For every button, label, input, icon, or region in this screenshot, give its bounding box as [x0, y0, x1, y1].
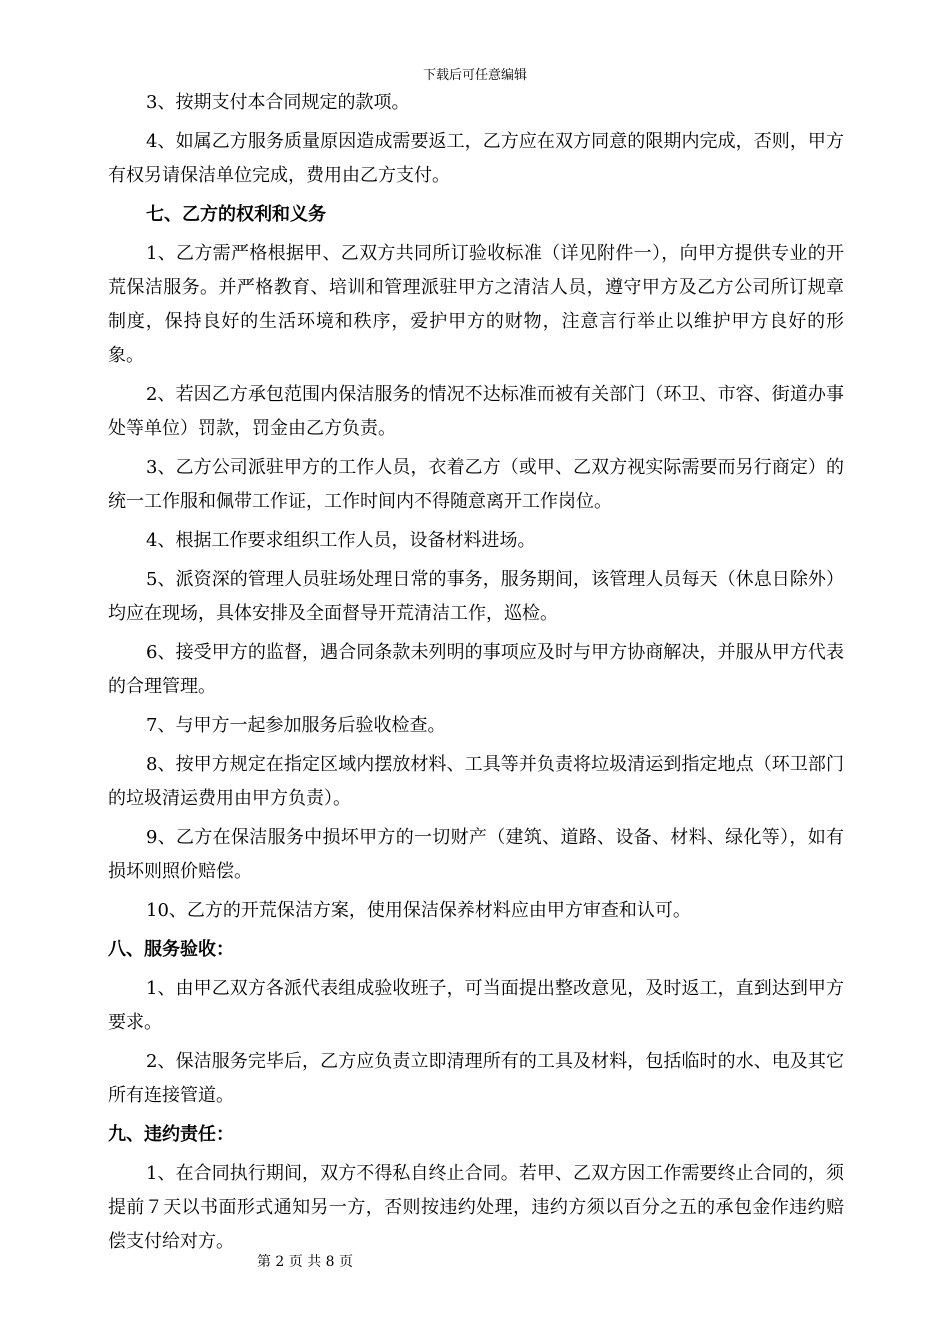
section-heading: 九、违约责任：	[108, 1124, 234, 1145]
clause-paragraph: 4、根据工作要求组织工作人员，设备材料进场。	[146, 530, 536, 551]
clause-paragraph: 5、派资深的管理人员驻场处理日常的事务，服务期间，该管理人员每天（休息日除外）均应在现场，具体安排及全面督导开荒清洁工作，巡检。	[108, 569, 844, 624]
clause-paragraph: 9、乙方在保洁服务中损坏甲方的一切财产（建筑、道路、设备、材料、绿化等），如有损坏则照价赔偿。	[108, 827, 844, 882]
clause-paragraph: 3、按期支付本合同规定的款项。	[146, 92, 410, 113]
clause-paragraph: 4、如属乙方服务质量原因造成需要返工，乙方应在双方同意的限期内完成，否则，甲方有权另请保洁单位完成，费用由乙方支付。	[108, 131, 844, 186]
clause-paragraph: 1、乙方需严格根据甲、乙双方共同所订验收标准（详见附件一），向甲方提供专业的开荒保洁服务。并严格教育、培训和管理派驻甲方之清洁人员，遵守甲方及乙方公司所订规章制度，保持良好的生活环境和秩序，爱护甲方的财物，注意言行举止以维护甲方良好的形象。	[108, 243, 844, 366]
document-body	[108, 86, 844, 1264]
section-heading: 八、服务验收：	[108, 939, 234, 960]
clause-paragraph: 1、在合同执行期间，双方不得私自终止合同。若甲、乙双方因工作需要终止合同的，须提前７天以书面形式通知另一方，否则按违约处理，违约方须以百分之五的承包金作违约赔偿支付给对方。	[108, 1163, 844, 1252]
section-heading: 七、乙方的权利和义务	[146, 204, 326, 225]
clause-paragraph: 2、保洁服务完毕后，乙方应负责立即清理所有的工具及材料，包括临时的水、电及其它所有连接管道。	[108, 1051, 844, 1106]
clause-paragraph: 7、与甲方一起参加服务后验收检查。	[146, 715, 446, 736]
clause-paragraph: 3、乙方公司派驻甲方的工作人员，衣着乙方（或甲、乙双方视实际需要而另行商定）的统一工作服和佩带工作证，工作时间内不得随意离开工作岗位。	[108, 457, 844, 512]
clause-paragraph: 6、接受甲方的监督，遇合同条款未列明的事项应及时与甲方协商解决，并服从甲方代表的合理管理。	[108, 642, 844, 697]
page-header-note: 下载后可任意编辑	[422, 68, 527, 83]
clause-paragraph: 1、由甲乙双方各派代表组成验收班子，可当面提出整改意见，及时返工，直到达到甲方要求。	[108, 978, 844, 1033]
clause-paragraph: 8、按甲方规定在指定区域内摆放材料、工具等并负责将垃圾清运到指定地点（环卫部门的垃圾清运费用由甲方负责）。	[108, 754, 844, 809]
page-number: 第 2 页 共 8 页	[256, 1254, 354, 1270]
clause-paragraph: 2、若因乙方承包范围内保洁服务的情况不达标准而被有关部门（环卫、市容、街道办事处等单位）罚款，罚金由乙方负责。	[108, 384, 844, 439]
clause-paragraph: 10、乙方的开荒保洁方案，使用保洁保养材料应由甲方审查和认可。	[146, 900, 691, 921]
